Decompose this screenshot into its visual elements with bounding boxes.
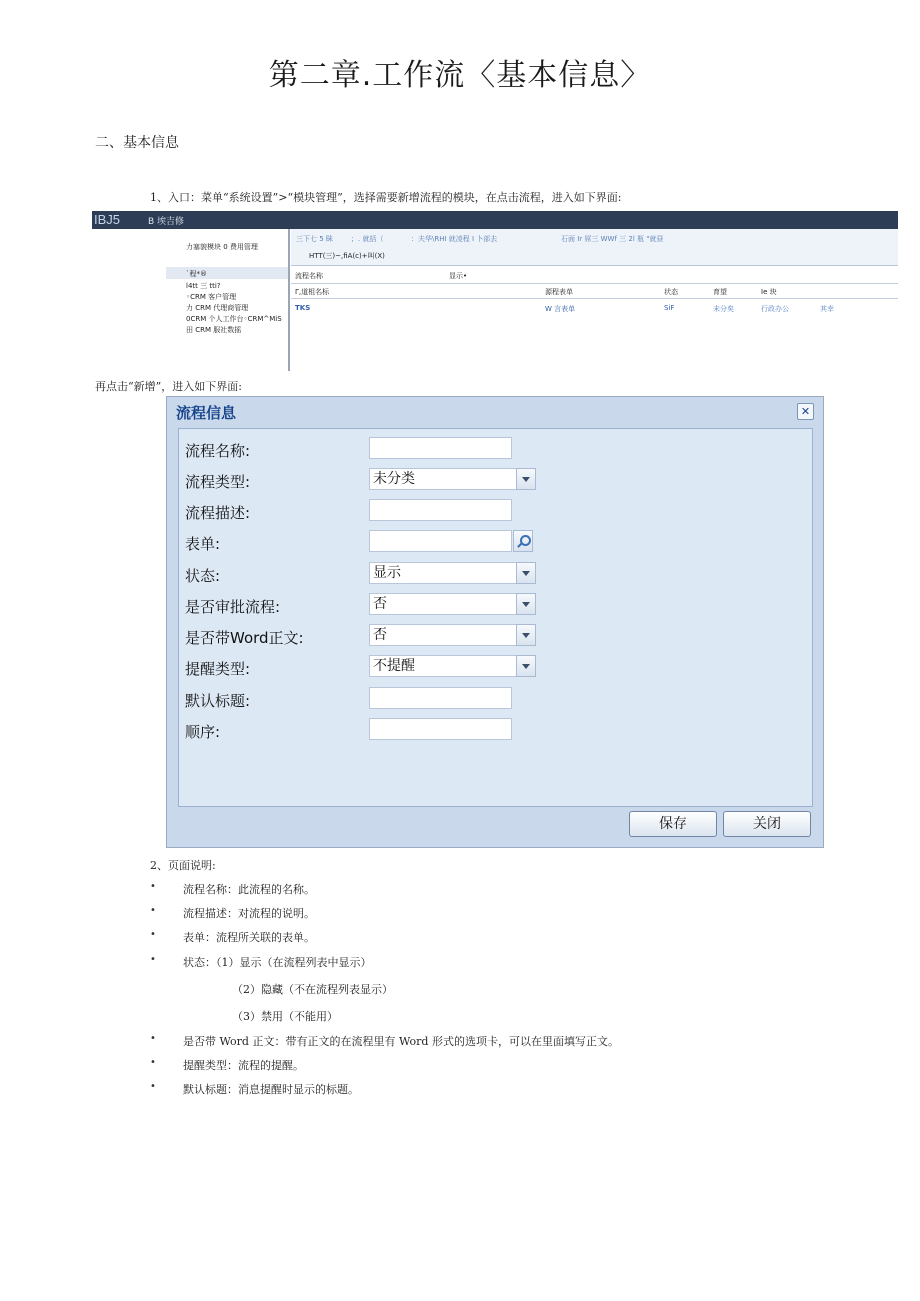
table-cell: 未分矣 [713, 305, 734, 313]
bullet-icon: • [150, 881, 156, 892]
remind-type-label: 提醒类型: [185, 660, 251, 678]
explain-item: 默认标题：消息提醒时显示的标题。 [183, 1083, 359, 1096]
chevron-down-icon[interactable] [516, 593, 536, 615]
section-heading: 二、基本信息 [95, 135, 179, 151]
search-icon[interactable] [513, 530, 533, 552]
flow-name-input[interactable] [369, 437, 512, 459]
flow-list-panel [291, 229, 898, 371]
explain-item: 表单：流程所关联的表单。 [183, 931, 315, 944]
explain-heading: 2、页面说明: [150, 859, 216, 872]
flow-type-value: 未分类 [373, 471, 415, 487]
dialog-form [178, 428, 813, 807]
flow-type-select[interactable] [369, 468, 536, 490]
dialog-header [167, 397, 823, 425]
flow-name-label: 流程名称: [185, 442, 251, 460]
chevron-down-icon[interactable] [516, 562, 536, 584]
remind-type-select[interactable] [369, 655, 536, 677]
sidebar-item[interactable]: 力 CRM 代理商管理 [186, 304, 249, 312]
app-bar-title: B 埃吉修 [148, 217, 185, 227]
column-header: 源程表单 [545, 288, 573, 296]
entry-paragraph: 1、入口：菜单“系统设置”>“模块管理”，选择需要新增流程的模块，在点击流程，进入如下界面: [150, 191, 622, 204]
flow-toolbar [291, 229, 898, 266]
divider [291, 298, 898, 299]
chevron-down-icon[interactable] [516, 655, 536, 677]
sidebar-item[interactable]: 田 CRM 服社数摇 [186, 326, 242, 334]
divider [291, 283, 898, 284]
approval-label: 是否审批流程: [185, 598, 281, 616]
table-cell[interactable]: TKS [295, 304, 311, 312]
table-cell: 其幸 [820, 305, 834, 313]
bullet-icon: • [150, 1057, 156, 1068]
explain-item: 状态：（1）显示（在流程列表中显示） [183, 956, 372, 969]
filter-name-label: 流程名称 [295, 272, 323, 280]
filter-display-select[interactable]: 显示• [449, 272, 468, 280]
sidebar-item[interactable]: `程*® [186, 270, 207, 278]
explain-subitem: （3）禁用（不能用） [232, 1010, 338, 1023]
new-paragraph: 再点击“新增”，进入如下界面: [95, 380, 242, 393]
sidebar-item[interactable]: 0CRM 个人工作台◦CRM^MiS [186, 315, 282, 323]
word-value: 否 [373, 627, 387, 643]
column-header: 状态 [664, 288, 678, 296]
table-cell: SiF [664, 304, 675, 312]
bullet-icon: • [150, 929, 156, 940]
bullet-icon: • [150, 1033, 156, 1044]
dialog-title: 流程信息 [176, 404, 237, 422]
save-button[interactable]: 保存 [629, 811, 717, 837]
explain-item: 流程名称：此流程的名称。 [183, 883, 315, 896]
sidebar-item[interactable]: ◦CRM 客户管理 [186, 293, 237, 301]
status-label: 状态: [185, 567, 221, 585]
approval-select[interactable] [369, 593, 536, 615]
toolbar-button[interactable]: ：夫华\RHI 就凌程 I 卜部去 [411, 235, 498, 243]
chevron-down-icon[interactable] [516, 624, 536, 646]
toolbar-button[interactable]: 三下七 5 眛 [296, 235, 333, 243]
flow-desc-label: 流程描述: [185, 504, 251, 522]
close-icon[interactable]: ✕ [797, 403, 814, 420]
column-header: Γ,道柤名标 [295, 288, 330, 296]
word-select[interactable] [369, 624, 536, 646]
bullet-icon: • [150, 1081, 156, 1092]
bullet-icon: • [150, 954, 156, 965]
chevron-down-icon[interactable] [516, 468, 536, 490]
sidebar-selected-row [166, 267, 288, 279]
bullet-icon: • [150, 905, 156, 916]
status-select[interactable] [369, 562, 536, 584]
toolbar-button[interactable]: ；. 就括（ [351, 235, 384, 243]
column-header: 育望 [713, 288, 727, 296]
form-input[interactable] [369, 530, 512, 552]
sidebar-item[interactable]: l4tt 三 tti? [186, 282, 221, 290]
explain-item: 流程描述：对流程的说明。 [183, 907, 315, 920]
approval-value: 否 [373, 596, 387, 612]
module-management-screenshot [92, 211, 898, 371]
remind-type-value: 不提醒 [373, 658, 415, 674]
table-cell: 行政办公 [761, 305, 789, 313]
flow-desc-input[interactable] [369, 499, 512, 521]
toolbar-button[interactable]: 石面 Ir 屌三 WWf 三 2l 瓶 "就昼 [561, 235, 664, 243]
status-value: 显示 [373, 565, 401, 581]
table-cell[interactable]: W 言表单 [545, 305, 576, 313]
flow-type-label: 流程类型: [185, 473, 251, 491]
page-title: 第二章.工作流〈基本信息〉 [268, 58, 652, 93]
toolbar-actions[interactable]: HTT(三)~,fiA(c)+叫(X) [309, 252, 385, 260]
order-label: 顺序: [185, 723, 221, 741]
flow-info-dialog [166, 396, 824, 848]
order-input[interactable] [369, 718, 512, 740]
default-title-label: 默认标题: [185, 692, 251, 710]
module-sidebar [92, 229, 290, 371]
explain-subitem: （2）隐藏（不在流程列表显示） [232, 983, 393, 996]
explain-item: 提醒类型：流程的提醒。 [183, 1059, 304, 1072]
app-logo: IBJ5 [94, 212, 121, 227]
sidebar-item[interactable]: 力塞貌模块 0 费用管理 [186, 243, 258, 251]
default-title-input[interactable] [369, 687, 512, 709]
explain-item: 是否带 Word 正文：带有正文的在流程里有 Word 形式的选项卡，可以在里面填写正文。 [183, 1035, 619, 1048]
close-button[interactable]: 关闭 [723, 811, 811, 837]
column-header: Ie 块 [761, 288, 777, 296]
app-topbar [92, 211, 898, 229]
word-label: 是否带Word正文: [185, 629, 304, 647]
form-label: 表单: [185, 535, 221, 553]
